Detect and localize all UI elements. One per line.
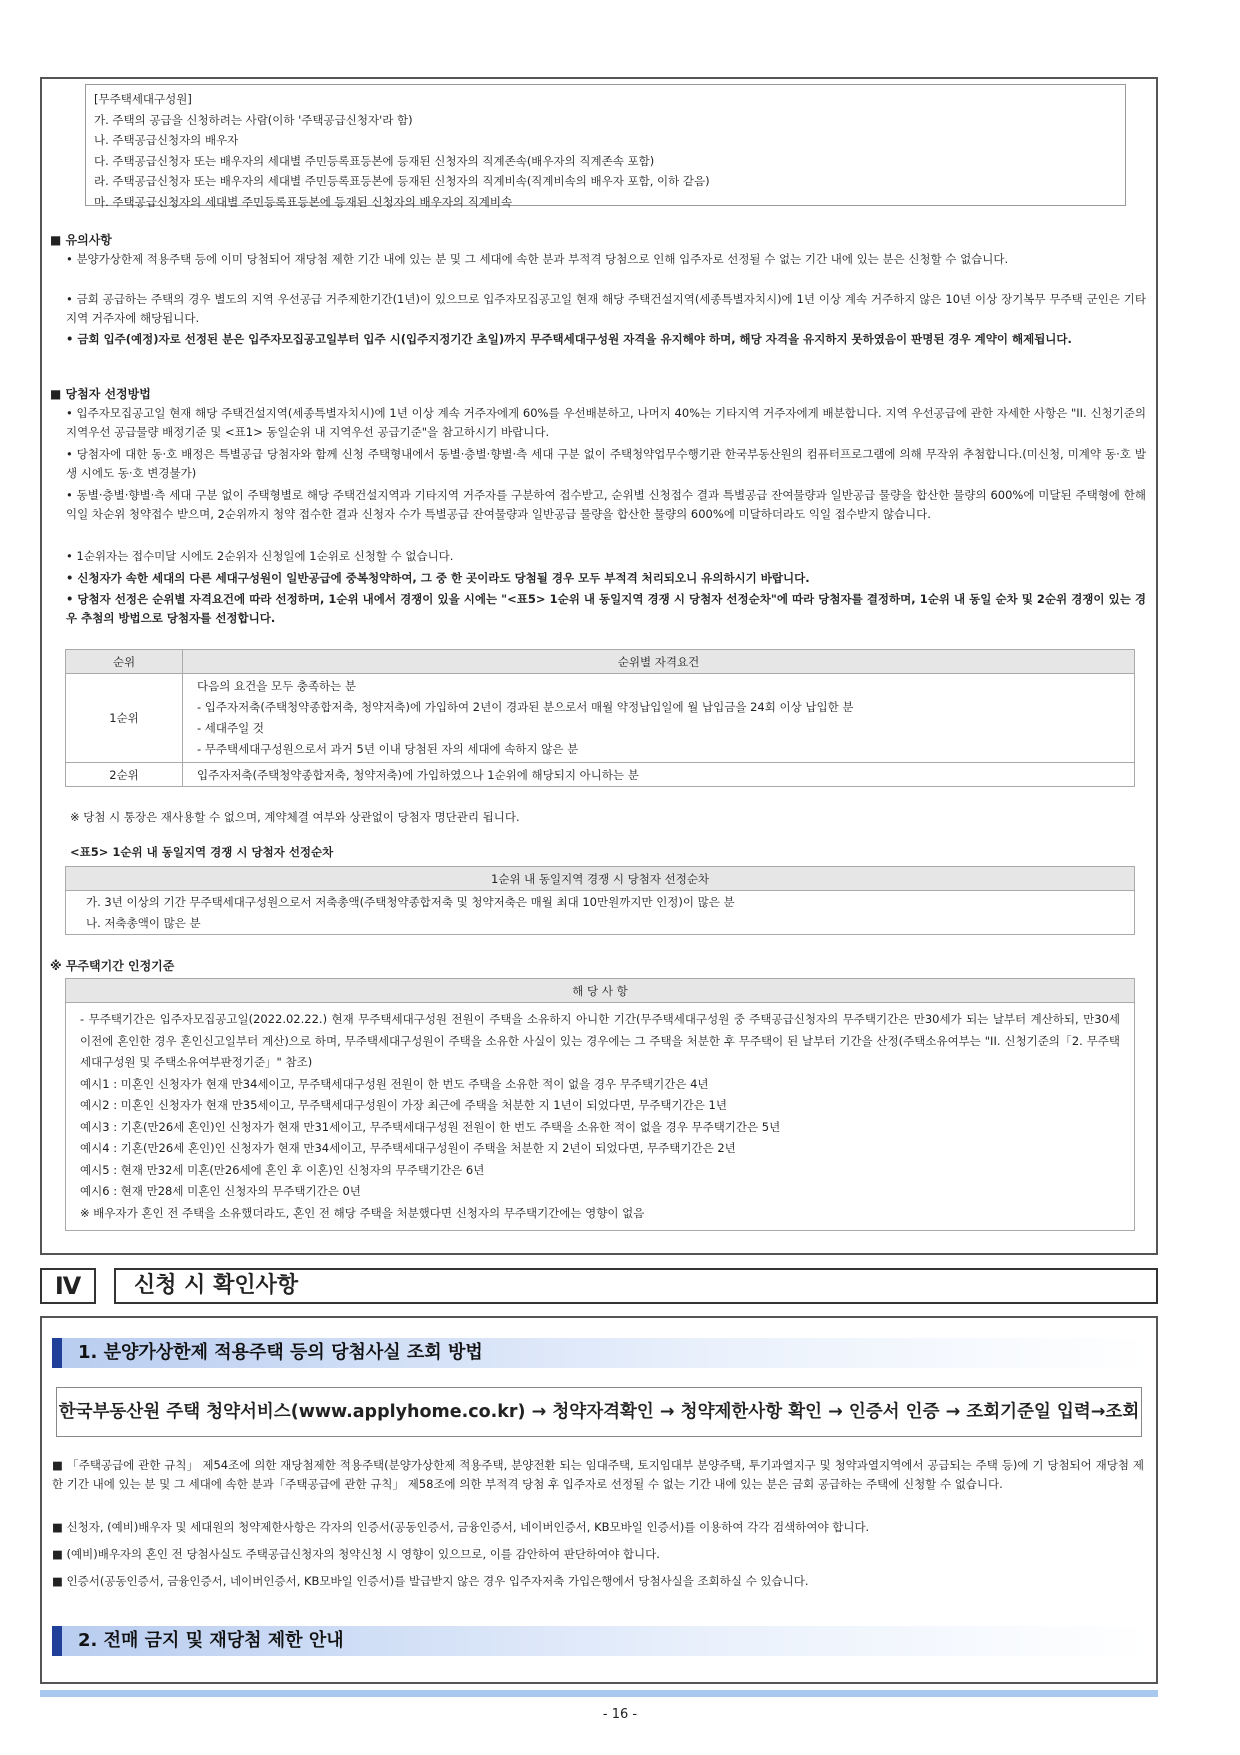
- table-header: 1순위 내 동일지역 경쟁 시 당첨자 선정순차: [66, 867, 1135, 891]
- example-line: 예시5 : 현재 만32세 미혼(만26세에 혼인 후 이혼)인 신청자의 무주택기간은 6년: [80, 1162, 485, 1177]
- example-line: 예시2 : 미혼인 신청자가 현재 만35세이고, 무주택세대구성원이 가장 최근에 주택을 처분한 지 1년이 되었다면, 무주택기간은 1년: [80, 1098, 727, 1112]
- selection-bullet: • 신청자가 속한 세대의 다른 세대구성원이 일반공급에 중복청약하여, 그 중 한 곳이라도 당첨될 경우 모두 부적격 처리되오니 유의하시기 바랍니다.: [66, 571, 810, 585]
- notice-bullet: ■ 「주택공급에 관한 규칙」 제54조에 의한 재당첨제한 적용주택(분양가상한제 적용주택, 분양전환 되는 임대주택, 토지임대부 분양주택, 투기과열지구 및 청약과열지역에서 공급되는 주택 등)에 기 당첨되어 재당첨 제한 기간 내에 있는 분 및 그 세대에 속한 분과「주택공급에 관한 규칙」 제58조에 의한 부적격 당첨 후 입주자로 선정될 수 없는 기간 내에 있는 분은 금회 공급하는 주택에 신청할 수 없습니다.: [52, 1458, 1144, 1491]
- requirement-line: 다음의 요건을 모두 충족하는 분: [197, 679, 357, 693]
- caution-bullet: • 금회 입주(예정)자로 선정된 분은 입주자모집공고일부터 입주 시(입주지정기간 초일)까지 무주택세대구성원 자격을 유지해야 하며, 해당 자격을 유지하지 못하였음이 판명된 경우 계약이 해제됩니다.: [66, 332, 1072, 346]
- homeless-main-text: - 무주택기간은 입주자모집공고일(2022.02.22.) 현재 무주택세대구성원 전원이 주택을 소유하지 아니한 기간(무주택세대구성원 중 주택공급신청자의 무주택기간은 만30세가 되는 날부터 계산하되, 만30세 이전에 혼인한 경우 혼인신고일부터 계산)으로 하며, 무주택세대구성원이 주택을 소유한 사실이 있는 경우에는 그 주택을 처분한 후 무주택이 된 날부터 기간을 산정(주택소유여부는 "II. 신청기준의「2. 무주택세대구성원 및 주택소유여부판정기준」" 참조): [80, 1012, 1120, 1069]
- definition-item: 나. 주택공급신청자의 배우자: [94, 133, 239, 147]
- notice-bullet: ■ 인증서(공동인증서, 금융인증서, 네이버인증서, KB모바일 인증서)를 발급받지 않은 경우 입주자저축 가입은행에서 당첨사실을 조회하실 수 있습니다.: [52, 1574, 809, 1588]
- definition-title: [무주택세대구성원]: [94, 92, 192, 106]
- table-header: 순위별 자격요건: [183, 650, 1135, 674]
- selection-bullet: • 동별·층별·향별·측 세대 구분 없이 주택형별로 해당 주택건설지역과 기타지역 거주자를 구분하여 접수받고, 순위별 신청접수 결과 특별공급 잔여물량과 일반공급 물량을 합산한 물량의 600%에 미달된 주택형에 한해 익일 차순위 청약접수 받으며, 2순위까지 청약 접수한 결과 신청자 수가 특별공급 잔여물량과 일반공급 물량을 합산한 물량의 600%에 미달하더라도 익일 접수받지 않습니다.: [66, 488, 1146, 521]
- caution-heading: ■ 유의사항: [50, 233, 112, 247]
- table-header: 순위: [66, 650, 183, 674]
- definition-item: 마. 주택공급신청자의 세대별 주민등록표등본에 등재된 신청자의 배우자의 직계비속: [94, 194, 513, 209]
- content-frame: [40, 77, 1158, 1255]
- table-cell-requirements: [183, 674, 1135, 763]
- table-row: 가. 3년 이상의 기간 무주택세대구성원으로서 저축총액(주택청약종합저축 및 청약저축은 매월 최대 10만원까지만 인정)이 많은 분: [66, 891, 1135, 913]
- table-header: 해 당 사 항: [66, 979, 1135, 1003]
- table-row: 나. 저축총액이 많은 분: [66, 913, 1135, 935]
- homeless-period-table: [65, 978, 1135, 1231]
- example-line: 예시6 : 현재 만28세 미혼인 신청자의 무주택기간은 0년: [80, 1184, 361, 1198]
- definition-item: 다. 주택공급신청자 또는 배우자의 세대별 주민등록표등본에 등재된 신청자의 직계존속(배우자의 직계존속 포함): [94, 153, 655, 168]
- example-line: 예시1 : 미혼인 신청자가 현재 만34세이고, 무주택세대구성원 전원이 한 번도 주택을 소유한 적이 없을 경우 무주택기간은 4년: [80, 1076, 709, 1091]
- homeless-heading: ※ 무주택기간 인정기준: [50, 959, 175, 973]
- section-number: Ⅳ: [40, 1268, 96, 1304]
- example-line: 예시4 : 기혼(만26세 혼인)인 신청자가 현재 만34세이고, 무주택세대구성원이 주택을 처분한 지 2년이 되었다면, 무주택기간은 2년: [80, 1141, 736, 1155]
- table5: [65, 866, 1135, 935]
- example-note: ※ 배우자가 혼인 전 주택을 소유했더라도, 혼인 전 해당 주택을 처분했다면 신청자의 무주택기간에는 영향이 없음: [80, 1205, 645, 1220]
- page-number: - 16 -: [602, 1707, 638, 1722]
- definition-item: 라. 주택공급신청자 또는 배우자의 세대별 주민등록표등본에 등재된 신청자의 직계비속(직계비속의 배우자 포함, 이하 같음): [94, 174, 710, 188]
- caution-bullet: • 금회 공급하는 주택의 경우 별도의 지역 우선공급 거주제한기간(1년)이 있으므로 입주자모집공고일 현재 해당 주택건설지역(세종특별자치시)에 1년 이상 계속 거주하지 않은 10년 이상 장기복무 무주택 군인은 기타지역 거주자에 해당됩니다.: [66, 292, 1146, 325]
- homeless-period-cell: [66, 1003, 1135, 1231]
- section-frame: [40, 1316, 1158, 1684]
- selection-bullet: • 입주자모집공고일 현재 해당 주택건설지역(세종특별자치시)에 1년 이상 계속 거주자에게 60%를 우선배분하고, 나머지 40%는 기타지역 거주자에게 배분합니다. 지역 우선공급에 관한 자세한 사항은 "II. 신청기준의 지역우선 공급물량 배정기준 및 <표1> 동일순위 내 지역우선 공급기준"을 참고하시기 바랍니다.: [66, 406, 1146, 439]
- homeless-member-definition-box: [85, 84, 1126, 209]
- rank-note: ※ 당첨 시 통장은 재사용할 수 없으며, 계약체결 여부와 상관없이 당첨자 명단관리 됩니다.: [70, 810, 520, 824]
- subsection-heading: 1. 분양가상한제 적용주택 등의 당첨사실 조회 방법: [52, 1338, 1152, 1368]
- selection-bullet: • 당첨자 선정은 순위별 자격요건에 따라 선정하며, 1순위 내에서 경쟁이 있을 시에는 "<표5> 1순위 내 동일지역 경쟁 시 당첨자 선정순차"에 따라 당첨자를 결정하며, 1순위 내 동일 순차 및 2순위 경쟁이 있는 경우 추첨의 방법으로 당첨자를 선정합니다.: [66, 592, 1146, 625]
- notice-bullet: ■ 신청자, (예비)배우자 및 세대원의 청약제한사항은 각자의 인증서(공동인증서, 금융인증서, 네이버인증서, KB모바일 인증서)를 이용하여 각각 검색하여야 합니다.: [52, 1520, 870, 1534]
- definition-item: 가. 주택의 공급을 신청하려는 사람(이하 '주택공급신청자'라 함): [94, 112, 413, 127]
- requirement-line: - 세대주일 것: [197, 721, 265, 735]
- table-cell-rank: 1순위: [66, 674, 183, 763]
- table-cell-rank: 2순위: [66, 763, 183, 787]
- rank-requirements-table: [65, 649, 1135, 787]
- subsection-heading: 2. 전매 금지 및 재당첨 제한 안내: [52, 1626, 1152, 1656]
- selection-heading: ■ 당첨자 선정방법: [50, 387, 151, 401]
- requirement-line: - 무주택세대구성원으로서 과거 5년 이내 당첨된 자의 세대에 속하지 않은 분: [197, 742, 579, 756]
- example-line: 예시3 : 기혼(만26세 혼인)인 신청자가 현재 만31세이고, 무주택세대구성원 전원이 한 번도 주택을 소유한 적이 없을 경우 무주택기간은 5년: [80, 1119, 781, 1134]
- selection-bullet: • 1순위자는 접수미달 시에도 2순위자 신청일에 1순위로 신청할 수 없습니다.: [66, 549, 454, 563]
- table5-caption: <표5> 1순위 내 동일지역 경쟁 시 당첨자 선정순차: [70, 845, 334, 859]
- notice-bullet: ■ (예비)배우자의 혼인 전 당첨사실도 주택공급신청자의 청약신청 시 영향이 있으므로, 이를 감안하여 판단하여야 합니다.: [52, 1547, 660, 1561]
- requirement-line: - 입주자저축(주택청약종합저축, 청약저축)에 가입하여 2년이 경과된 분으로서 매월 약정납입일에 월 납입금을 24회 이상 납입한 분: [197, 700, 854, 714]
- caution-bullet: • 분양가상한제 적용주택 등에 이미 당첨되어 재당첨 제한 기간 내에 있는 분 및 그 세대에 속한 분과 부적격 당첨으로 인해 입주자로 선정될 수 없는 기간 내에 있는 분은 신청할 수 없습니다.: [66, 252, 1009, 266]
- section-title: 신청 시 확인사항: [114, 1268, 1158, 1304]
- selection-bullet: • 당첨자에 대한 동·호 배정은 특별공급 당첨자와 함께 신청 주택형내에서 동별·층별·향별·측 세대 구분 없이 주택청약업무수행기관 한국부동산원의 컴퓨터프로그램에 의해 무작위 추첨합니다.(미신청, 미계약 동·호 발생 시에도 동·호 변경불가): [66, 447, 1146, 480]
- footer-bar: [40, 1690, 1158, 1697]
- table-cell-requirements: 입주자저축(주택청약종합저축, 청약저축)에 가입하였으나 1순위에 해당되지 아니하는 분: [183, 763, 1135, 787]
- inquiry-path-box: 한국부동산원 주택 청약서비스(www.applyhome.co.kr) → 청약자격확인 → 청약제한사항 확인 → 인증서 인증 → 조회기준일 입력→조회: [56, 1387, 1142, 1437]
